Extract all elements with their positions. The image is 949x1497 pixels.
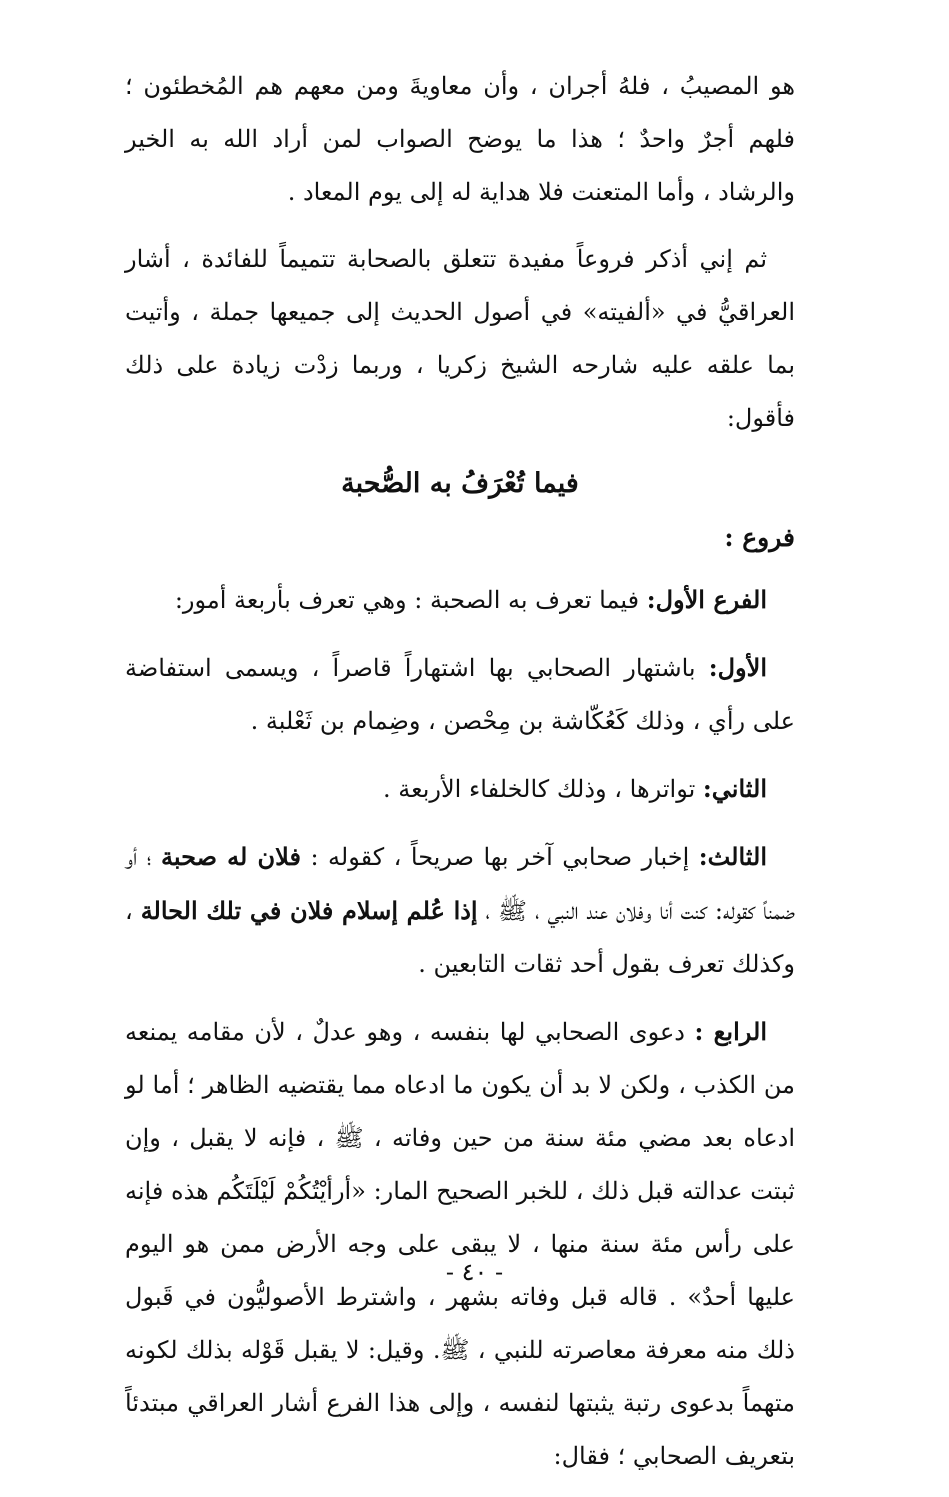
item-2-label: الثاني: — [702, 774, 767, 803]
branch-1-label: الفرع الأول: — [646, 585, 767, 614]
section-heading: فيما تُعْرَفُ به الصُّحبة — [341, 468, 579, 499]
subheading-branches: فروع : — [724, 523, 795, 552]
branch-1 — [125, 573, 795, 627]
item-1-label: الأول: — [708, 653, 767, 682]
branch-1-text: فيما تعرف به الصحبة : وهي تعرف بأربعة أمور: — [174, 586, 647, 614]
item-3-bold-b: إذا عُلم إسلام فلان في تلك الحالة — [140, 896, 478, 925]
paragraph-2 — [125, 233, 795, 445]
item-3-text-b: ؛ أو ضمناً كقوله: كنت أنا وفلان عند النبي ، ﷺ ، — [125, 843, 795, 925]
item-2-text: تواترها ، وذلك كالخلفاء الأربعة . — [383, 775, 703, 803]
item-4-label: الرابع : — [694, 1017, 768, 1046]
paragraph-1 — [125, 60, 795, 219]
item-1-text: باشتهار الصحابي بها اشتهاراً قاصراً ، ويسمى استفاضة على رأي ، وذلك كَعُكّاشة بن مِحْصن ، وضِمام بن ثَعْلبة . — [125, 654, 795, 735]
item-3-text-c: ، وكذلك تعرف بقول أحد ثقات التابعين . — [125, 897, 795, 978]
item-4-text: دعوى الصحابي لها بنفسه ، وهو عدلٌ ، لأن مقامه يمنعه من الكذب ، ولكن لا بد أن يكون ما ادعاه مما يقتضيه الظاهر ؛ أما لو ادعاه بعد مضي مئة سنة من حين وفاته ، ﷺ ، فإنه لا يقبل ، وإن ثبتت عدالته قبل ذلك ، للخبر الصحيح المار: «أرأيْتُكُمْ لَيْلَتَكُم هذه فإنه على رأس مئة سنة منها ، لا يبقى على وجه الأرض ممن هو اليوم عليها أحدٌ» . قاله قبل وفاته بشهر ، واشترط الأصوليُّون في قَبول ذلك منه معرفة معاصرته للنبي ، ﷺ. وقيل: لا يقبل قَوْله بذلك لكونه متهماً بدعوى رتبة يثبتها لنفسه ، وإلى هذا الفرع أشار العراقي مبتدئاً بتعريف الصحابي ؛ فقال: — [125, 1018, 795, 1470]
item-1 — [125, 641, 795, 748]
item-3-text-a: إخبار صحابي آخر بها صريحاً ، كقوله : — [300, 843, 699, 871]
item-2 — [125, 762, 795, 816]
item-3-bold-a: فلان له صحبة — [160, 842, 301, 871]
paragraph-1-text: هو المصيبُ ، فلهُ أجران ، وأن معاويةَ ومن معهم هم المُخطئون ؛ فلهم أجرٌ واحدٌ ؛ هذا ما يوضح الصواب لمن أراد الله به الخير والرشاد ، وأما المتعنت فلا هداية له إلى يوم المعاد . — [125, 72, 795, 206]
item-4 — [125, 1005, 795, 1483]
page-number: - ٤٠ - — [445, 1258, 504, 1286]
item-3 — [125, 830, 795, 991]
paragraph-2-text: ثم إني أذكر فروعاً مفيدة تتعلق بالصحابة تتميماً للفائدة ، أشار العراقيُّ في «ألفيته» في أصول الحديث إلى جميعها جملة ، وأتيت بما علقه عليه شارحه الشيخ زكريا ، وربما زدْت زيادة على ذلك فأقول: — [125, 245, 795, 432]
item-3-label: الثالث: — [698, 842, 767, 871]
